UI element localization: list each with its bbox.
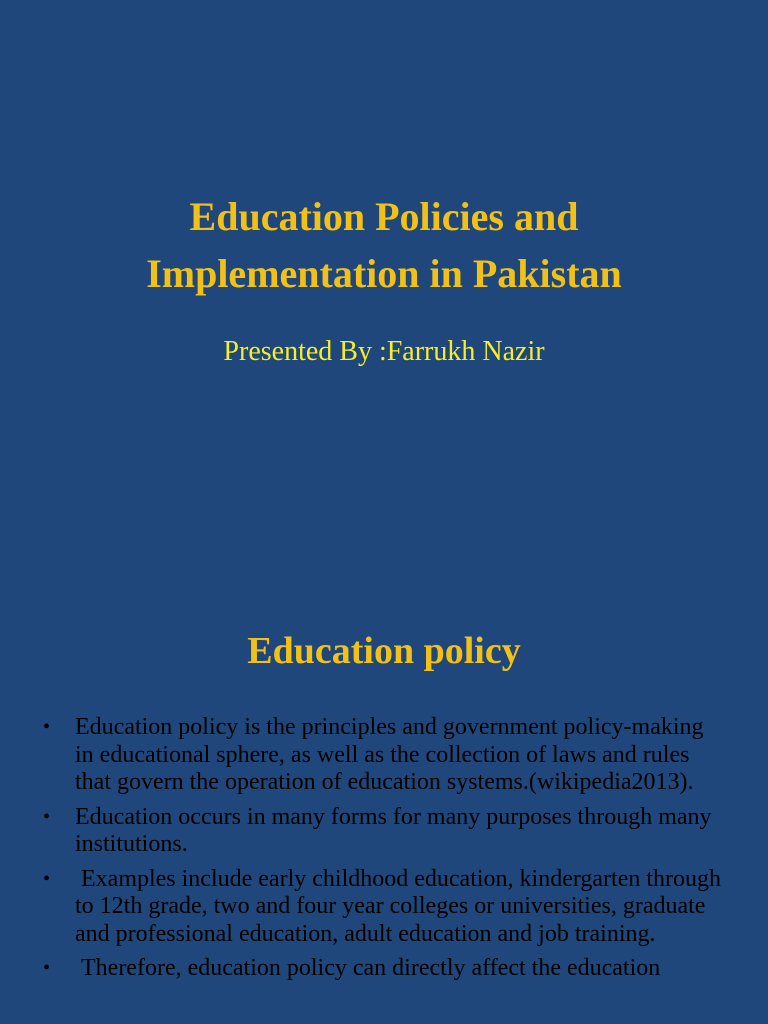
- title-line-2: Implementation in Pakistan: [146, 251, 622, 296]
- bullet-text: Therefore, education policy can directly affect the education: [75, 955, 661, 981]
- presenter-subtitle: Presented By :Farrukh Nazir: [223, 336, 545, 367]
- bullet-icon: •: [43, 805, 51, 828]
- presentation-title: [0, 188, 768, 302]
- slide-heading: Education policy: [247, 630, 521, 672]
- list-item: [0, 955, 768, 983]
- bullet-list: [0, 714, 768, 990]
- title-line-1: Education Policies and: [189, 194, 579, 239]
- bullet-icon: •: [43, 716, 51, 738]
- bullet-text: Examples include early childhood education, kindergarten through to 12th grade, two and four year colleges or universities, graduate and professional education, adult education and job training.: [75, 865, 728, 947]
- content-slide: [0, 576, 768, 1024]
- bullet-text: Education policy is the principles and government policy-making in educational sphere, as well as the collection of laws and rules that govern the operation of education systems.(wikipedia2013).: [75, 714, 704, 795]
- list-item: [0, 866, 768, 949]
- list-item: [0, 804, 768, 859]
- bullet-icon: •: [43, 867, 51, 890]
- bullet-text: Education occurs in many forms for many purposes through many institutions.: [75, 803, 712, 857]
- bullet-icon: •: [43, 957, 51, 979]
- list-item: [0, 714, 768, 797]
